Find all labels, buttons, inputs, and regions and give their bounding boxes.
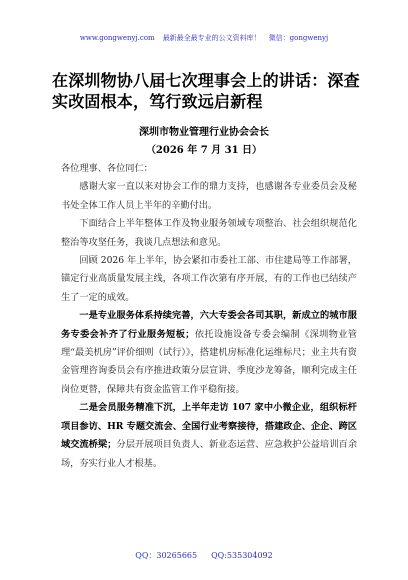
wechat-contact: 微信：gongwenyj xyxy=(268,34,329,42)
point-two-heading: 二是会员服务精准下沉，上半年走访 107 家中小微企业，组织标杆项目参访、HR 专题交流会、全国行业考察接待，搭建政企、企企、跨区域交流桥梁； xyxy=(61,402,357,451)
qq-contact-2: QQ:535304092 xyxy=(211,551,273,560)
paragraph-point-one xyxy=(61,307,357,399)
speech-date: （2026 年 7 月 31 日） xyxy=(145,145,263,156)
point-one-text: 依托设施设备专委会编制《深圳物业管理“最美机房”评价细则（试行）》，搭建机房标准化运维标尺；业主共有资金管理咨询委员会有序推进政策分层宣讲、季度沙龙筹备，顺利完成主任岗位更替，保障共有资金监管工作平稳衔接。 xyxy=(61,328,358,395)
site-header xyxy=(0,33,408,43)
point-one-heading: 一是专业服务体系持续完善，六大专委会各司其职，新成立的城市服务专委会补齐了行业服务短板； xyxy=(61,310,357,340)
document-body xyxy=(61,160,357,473)
paragraph-point-two xyxy=(61,399,357,473)
qq-contact-1: QQ：30265665 xyxy=(135,551,198,560)
paragraph-thanks: 感谢大家一直以来对协会工作的鼎力支持，也感谢各专业委员会及秘书处全体工作人员上半年的辛勤付出。 xyxy=(61,181,357,211)
site-slogan: 最新最全最专业的公文资料库！ xyxy=(162,34,261,42)
greeting: 各位理事、各位同仁： xyxy=(61,163,153,174)
point-two-text: 分层开展项目负责人、新业态运营、应急救护公益培训百余场，夯实行业人才根基。 xyxy=(61,439,358,469)
document-title: 在深圳物协八届七次理事会上的讲话：深查实改固根本，笃行致远启新程 xyxy=(52,71,360,111)
paragraph-intro: 下面结合上半年整体工作及物业服务领域专项整治、社会组织规范化整治等攻坚任务，我谈几点想法和意见。 xyxy=(61,218,357,248)
site-url-link[interactable]: www.gongwenyj.com xyxy=(79,34,155,42)
speaker-organization: 深圳市物业管理行业协会会长 xyxy=(139,127,269,138)
page-footer xyxy=(0,550,408,561)
paragraph-review: 回顾 2026 年上半年，协会紧扣市委社工部、市住建局等工作部署，锚定行业高质量发展主线，各项工作次第有序开展，有的工作也已结续产生了一定的成效。 xyxy=(61,255,357,303)
